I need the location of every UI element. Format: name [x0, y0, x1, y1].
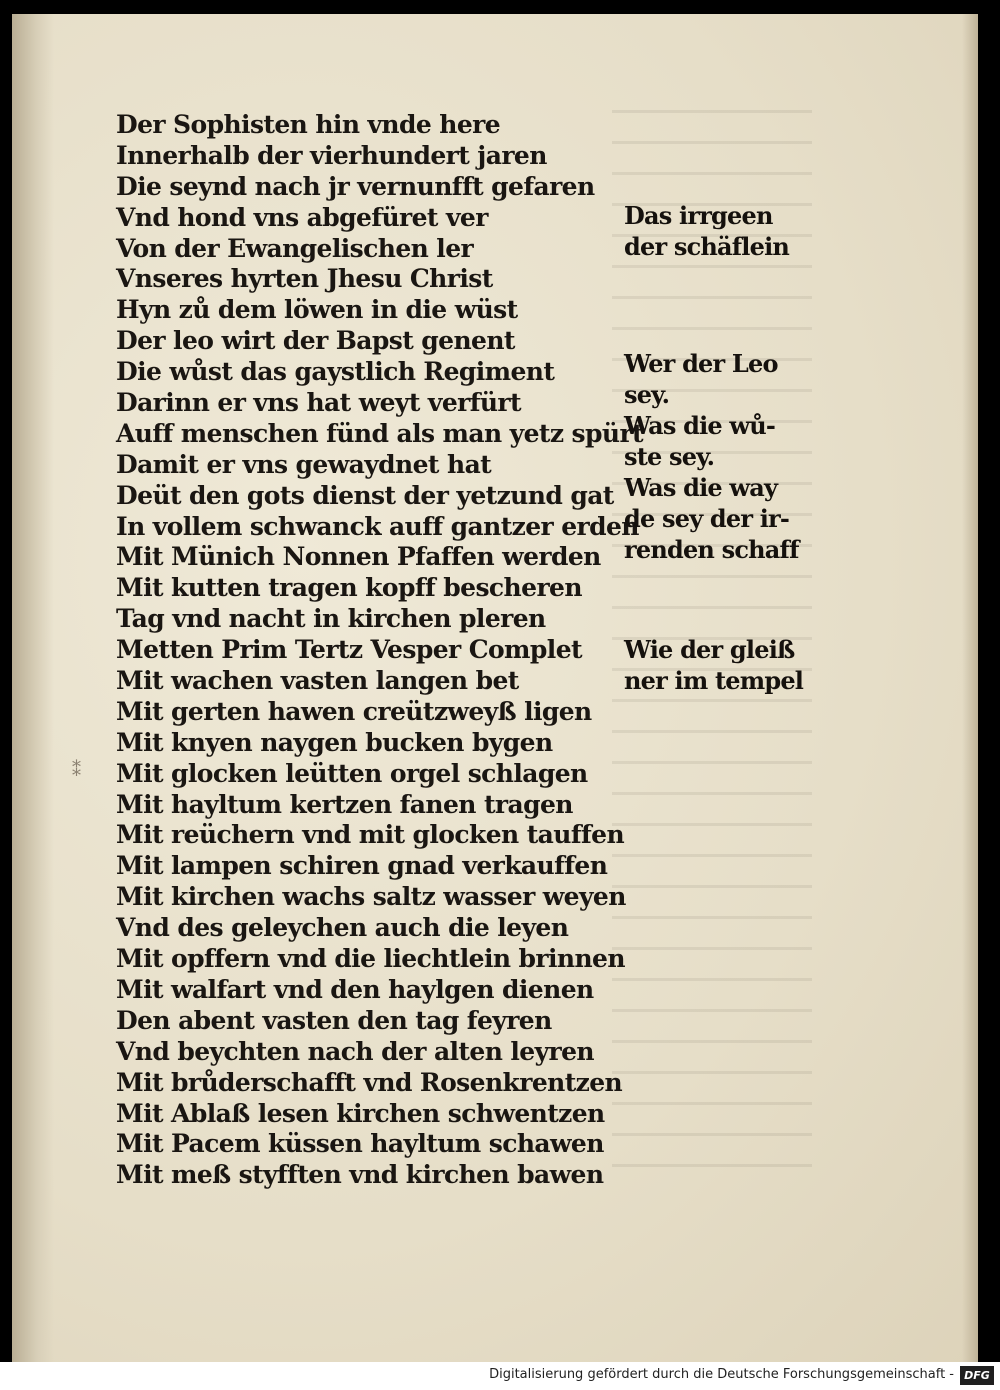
text-line: Mit gerten hawen creützweyß ligen — [116, 696, 592, 726]
marginal-note — [624, 200, 789, 262]
marginal-note-line: Was die way — [624, 473, 778, 502]
book-page — [12, 14, 978, 1362]
main-text-column — [116, 110, 644, 1191]
dfg-logo: DFG — [960, 1366, 994, 1385]
text-line: Metten Prim Tertz Vesper Complet — [116, 635, 582, 665]
marginal-note-line: Wie der gleiß — [624, 635, 795, 664]
page-edge — [962, 14, 978, 1362]
text-line: Mit kirchen wachs saltz wasser weyen — [116, 882, 626, 912]
marginal-note — [624, 348, 799, 565]
text-line: Die wůst das gaystlich Regiment — [116, 357, 555, 387]
text-line: Der Sophisten hin vnde here — [116, 110, 501, 139]
text-line: Mit brůderschafft vnd Rosenkrentzen — [116, 1067, 623, 1097]
marginal-note-line: Das irrgeen — [624, 201, 773, 230]
text-line: Tag vnd nacht in kirchen pleren — [116, 604, 546, 634]
text-line: Mit meß styfften vnd kirchen bawen — [116, 1160, 604, 1190]
marginal-note-line: der schäflein — [624, 232, 790, 261]
funding-notice: Digitalisierung gefördert durch die Deutsche Forschungsgemeinschaft - — [489, 1367, 954, 1382]
text-line: Innerhalb der vierhundert jaren — [116, 140, 547, 170]
text-line: Vnd beychten nach der alten leyren — [116, 1036, 594, 1066]
text-line: Von der Ewangelischen ler — [116, 233, 474, 263]
text-line: Deüt den gots dienst der yetzund gat — [116, 480, 614, 510]
text-line: Den abent vasten den tag feyren — [116, 1005, 552, 1035]
marginal-note-line: de sey der ir- — [624, 504, 790, 533]
text-line: Mit Pacem küssen hayltum schawen — [116, 1129, 604, 1159]
text-line: Vnd des geleychen auch die leyen — [116, 913, 569, 943]
text-line: Mit glocken leütten orgel schlagen — [116, 758, 588, 788]
text-line: Mit kutten tragen kopff bescheren — [116, 573, 582, 603]
marginal-note-line: Wer der Leo — [624, 349, 778, 378]
text-line: In vollem schwanck auff gantzer erden — [116, 511, 639, 541]
text-line: Mit knyen naygen bucken bygen — [116, 727, 553, 757]
text-line: Mit opffern vnd die liechtlein brinnen — [116, 944, 625, 974]
text-line: Damit er vns gewaydnet hat — [116, 449, 492, 479]
text-line: Mit walfart vnd den haylgen dienen — [116, 974, 594, 1004]
text-line: Mit lampen schiren gnad verkauffen — [116, 851, 608, 881]
marginal-note — [624, 634, 803, 696]
marginal-note-line: Was die wů- — [624, 411, 776, 440]
text-line: Vnseres hyrten Jhesu Christ — [116, 264, 493, 294]
page-gutter — [12, 14, 54, 1362]
text-line: Mit wachen vasten langen bet — [116, 666, 519, 696]
marginal-note-line: ner im tempel — [624, 666, 804, 695]
text-line: Auff menschen fünd als man yetz spürt — [116, 418, 644, 448]
text-line: Die seynd nach jr vernunfft gefaren — [116, 171, 595, 201]
margin-mark-icon: ⁑ — [72, 760, 81, 781]
text-line: Der leo wirt der Bapst genent — [116, 326, 515, 356]
text-line: Hyn zů dem löwen in die wüst — [116, 295, 518, 325]
text-line: Mit Ablaß lesen kirchen schwentzen — [116, 1098, 605, 1128]
footer-bar — [0, 1362, 1000, 1390]
text-line: Darinn er vns hat weyt verfürt — [116, 388, 521, 418]
text-line: Mit reüchern vnd mit glocken tauffen — [116, 820, 625, 850]
text-line: Mit hayltum kertzen fanen tragen — [116, 789, 573, 819]
text-line: Mit Münich Nonnen Pfaffen werden — [116, 542, 601, 572]
text-line: Vnd hond vns abgefüret ver — [116, 202, 488, 232]
marginal-note-line: ste sey. — [624, 442, 715, 471]
marginal-note-line: sey. — [624, 380, 670, 409]
marginal-note-line: renden schaff — [624, 535, 799, 564]
